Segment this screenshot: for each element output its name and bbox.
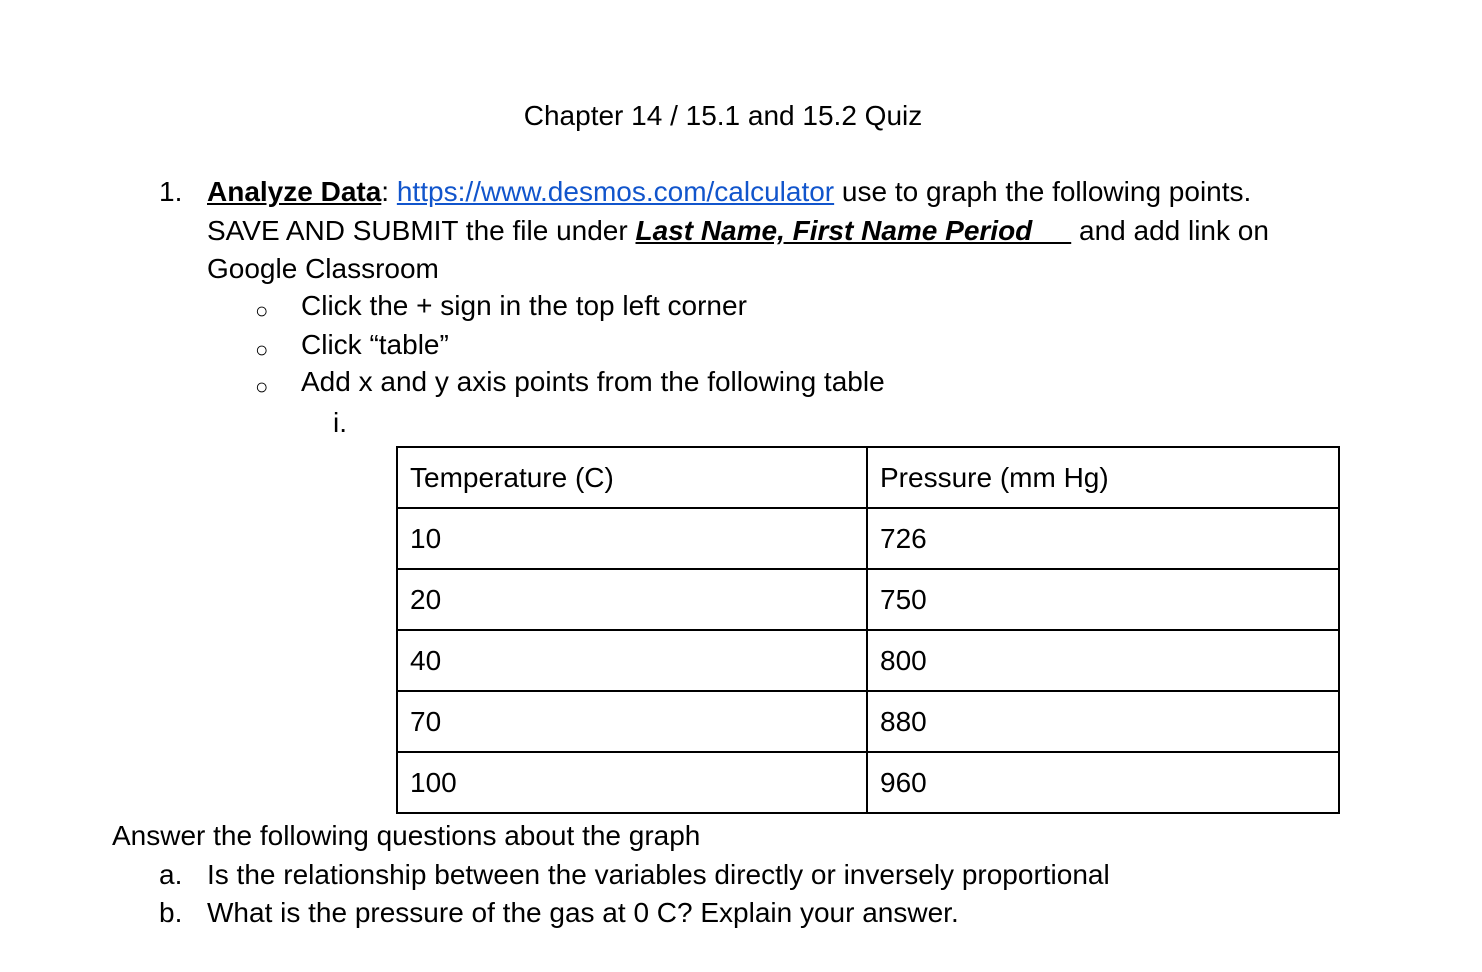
question-line-2-start: SAVE AND SUBMIT the file under [207, 215, 636, 246]
bullet-item: Click “table” [301, 329, 449, 360]
heading-colon: : [381, 176, 390, 207]
filename-format: Last Name, First Name Period __ [635, 215, 1072, 246]
table-cell: 40 [397, 630, 867, 691]
bullet-marker: ○ [255, 337, 269, 362]
table-cell: 10 [397, 508, 867, 569]
bullet-item: Click the + sign in the top left corner [301, 290, 747, 321]
answer-question: What is the pressure of the gas at 0 C? Explain your answer. [207, 897, 959, 928]
question-line-1-rest: use to graph the following points. [834, 176, 1252, 207]
question-number: 1. [159, 176, 183, 207]
bullet-item: Add x and y axis points from the following table [301, 366, 885, 397]
table-cell: 960 [867, 752, 1339, 813]
table-row [397, 752, 1339, 813]
question-1-line-1 [207, 176, 1251, 208]
table-cell: 800 [867, 630, 1339, 691]
question-1-line-3: Google Classroom [207, 253, 439, 284]
bullet-marker: ○ [255, 298, 269, 323]
table-header-cell: Temperature (C) [397, 447, 867, 508]
table-row [397, 691, 1339, 752]
table-row [397, 630, 1339, 691]
table-header-cell: Pressure (mm Hg) [867, 447, 1339, 508]
table-header-row [397, 447, 1339, 508]
answer-letter: a. [159, 859, 183, 890]
data-table [396, 446, 1340, 814]
table-row [397, 569, 1339, 630]
table-cell: 750 [867, 569, 1339, 630]
answer-question: Is the relationship between the variables directly or inversely proportional [207, 859, 1110, 890]
bullet-marker: ○ [255, 374, 269, 399]
table-cell: 20 [397, 569, 867, 630]
question-1-line-2 [207, 215, 1269, 247]
table-cell: 100 [397, 752, 867, 813]
page-title: Chapter 14 / 15.1 and 15.2 Quiz [523, 100, 923, 131]
table-row [397, 508, 1339, 569]
question-heading: Analyze Data [207, 176, 382, 207]
answer-letter: b. [159, 897, 183, 928]
desmos-link[interactable]: https://www.desmos.com/calculator [396, 176, 835, 207]
table-cell: 880 [867, 691, 1339, 752]
answer-intro: Answer the following questions about the graph [112, 820, 701, 851]
table-cell: 726 [867, 508, 1339, 569]
table-cell: 70 [397, 691, 867, 752]
question-line-2-end: and add link on [1071, 215, 1269, 246]
roman-marker: i. [333, 407, 347, 438]
